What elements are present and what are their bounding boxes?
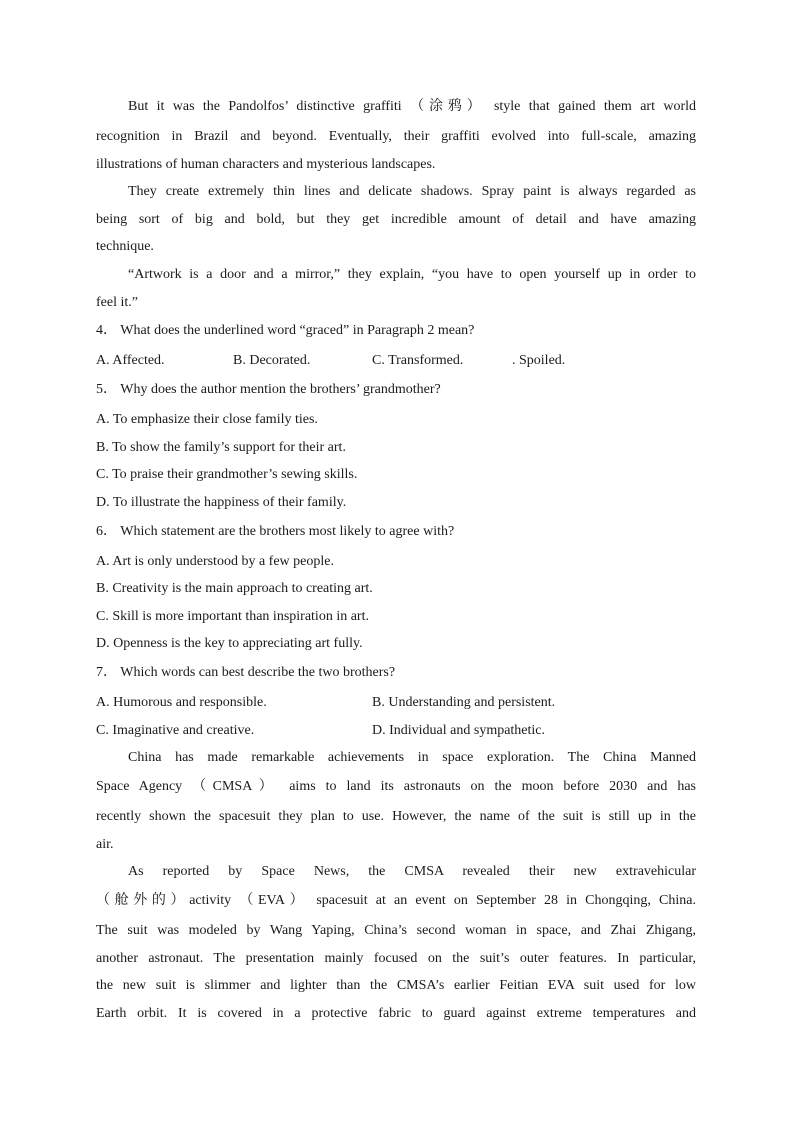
passage-b-p2-line-3: The suit was modeled by Wang Yaping, China’s second woman in space, and Zhai Zhigang, xyxy=(96,923,696,938)
question-4-stem: 4． What does the underlined word “graced” in Paragraph 2 mean? xyxy=(96,323,475,338)
question-5-option-c: C. To praise their grandmother’s sewing skills. xyxy=(96,467,358,482)
question-6-stem: 6． Which statement are the brothers most likely to agree with? xyxy=(96,524,455,539)
passage-b-p1-line-4: air. xyxy=(96,837,114,852)
passage-a-p2-line-3: technique. xyxy=(96,239,154,254)
passage-b-p2-line-6: Earth orbit. It is covered in a protective fabric to guard against extreme temperatures and xyxy=(96,1006,696,1021)
passage-b-p2-line-5: the new suit is slimmer and lighter than the CMSA’s earlier Feitian EVA suit used for low xyxy=(96,978,696,993)
question-5-stem: 5． Why does the author mention the brothers’ grandmother? xyxy=(96,382,441,397)
question-7-stem: 7． Which words can best describe the two brothers? xyxy=(96,665,396,680)
passage-a-p3-line-2: feel it.” xyxy=(96,295,138,310)
question-4-option-a: A. Affected. xyxy=(96,353,165,368)
question-6-option-c: C. Skill is more important than inspiration in art. xyxy=(96,609,369,624)
passage-a-p2-line-1: They create extremely thin lines and delicate shadows. Spray paint is always regarded as xyxy=(128,184,696,199)
question-5-option-d: D. To illustrate the happiness of their family. xyxy=(96,495,347,510)
passage-b-p1-line-2: Space Agency （CMSA） aims to land its astronauts on the moon before 2030 and has xyxy=(96,779,696,794)
question-7-option-d: D. Individual and sympathetic. xyxy=(372,723,546,738)
passage-a-p1-line-3: illustrations of human characters and mysterious landscapes. xyxy=(96,157,436,172)
passage-a-p3-line-1: “Artwork is a door and a mirror,” they explain, “you have to open yourself up in order to xyxy=(128,267,696,282)
passage-a-p2-line-2: being sort of big and bold, but they get incredible amount of detail and have amazing xyxy=(96,212,696,227)
passage-a-p1-line-1: But it was the Pandolfos’ distinctive graffiti （涂鸦） style that gained them art world xyxy=(128,99,696,114)
question-7-option-c: C. Imaginative and creative. xyxy=(96,723,255,738)
question-5-option-b: B. To show the family’s support for their art. xyxy=(96,440,346,455)
passage-b-p2-line-2: （舱外的）activity （EVA） spacesuit at an event on September 28 in Chongqing, China. xyxy=(96,893,696,908)
question-4-option-b: B. Decorated. xyxy=(233,353,311,368)
question-5-option-a: A. To emphasize their close family ties. xyxy=(96,412,318,427)
question-6-option-b: B. Creativity is the main approach to creating art. xyxy=(96,581,373,596)
question-7-option-a: A. Humorous and responsible. xyxy=(96,695,267,710)
passage-b-p2-line-1: As reported by Space News, the CMSA revealed their new extravehicular xyxy=(128,864,696,879)
passage-b-p1-line-1: China has made remarkable achievements in space exploration. The China Manned xyxy=(128,750,696,765)
question-7-option-b: B. Understanding and persistent. xyxy=(372,695,556,710)
question-6-option-a: A. Art is only understood by a few people. xyxy=(96,554,334,569)
passage-a-p1-line-2: recognition in Brazil and beyond. Eventually, their graffiti evolved into full-scale, amazing xyxy=(96,129,696,144)
passage-b-p1-line-3: recently shown the spacesuit they plan to use. However, the name of the suit is still up in the xyxy=(96,809,696,824)
question-4-option-c: C. Transformed. xyxy=(372,353,464,368)
passage-b-p2-line-4: another astronaut. The presentation mainly focused on the suit’s outer features. In particular, xyxy=(96,951,696,966)
question-6-option-d: D. Openness is the key to appreciating art fully. xyxy=(96,636,363,651)
question-4-option-d: . Spoiled. xyxy=(512,353,566,368)
